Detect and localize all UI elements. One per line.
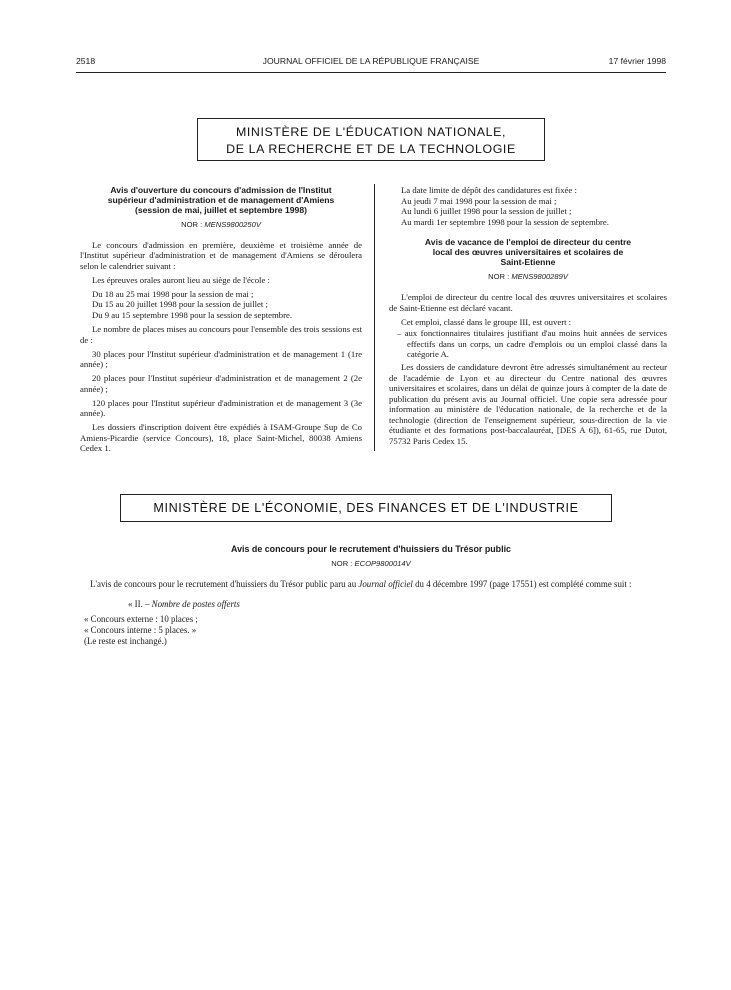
nor-label: NOR : (488, 272, 510, 282)
nor-label: NOR : (331, 559, 353, 568)
avis-crous-title-line1: Avis de vacance de l'emploi de directeur du centre (424, 237, 632, 248)
header-rule (76, 72, 666, 73)
deadline-line: Au mardi 1er septembre 1998 pour la session de septembre. (401, 216, 609, 227)
date-line: Du 15 au 20 juillet 1998 pour la session de juillet ; (92, 299, 268, 310)
paragraph-text: du 4 décembre 1997 (page 17551) est complété comme suit : (412, 578, 632, 589)
avis-crous-nor (389, 272, 667, 283)
column-divider (374, 184, 375, 451)
date-line: Du 18 au 25 mai 1998 pour la session de mai ; (92, 288, 254, 299)
paragraph: Les dossiers de candidature devront être adressés simultanément au recteur de l'académie de Lyon et au directeur du Centre national des œuvres universitaires et scolaires, dans un délai de quinze jours à compter de la date de publication du présent avis au Journal officiel. Une copie sera adressée pour information au ministère de l'éducation nationale, de la recherche et de la technologie (direction de l'enseignement supérieur, sous-direction de la vie étudiante et des formations post-baccalauréat, [DES A 6]), 61-65, rue Dutot, 75732 Paris Cedex 15. (389, 361, 667, 447)
avis-huissiers-nor (76, 559, 666, 570)
amended-heading (76, 599, 666, 610)
nor-code: ECOP9800014V (354, 559, 411, 568)
paragraph (76, 579, 666, 590)
paragraph: Les épreuves orales auront lieu au siège de l'école : (92, 274, 270, 285)
nor-code: MENS9800289V (511, 272, 568, 282)
journal-title: JOURNAL OFFICIEL DE LA RÉPUBLIQUE FRANÇAISE (262, 56, 480, 66)
ministry-economy-heading (120, 494, 612, 522)
avis-isam-title-line2: supérieur d'administration et de management d'Amiens (107, 195, 335, 205)
ministry-education-heading (197, 118, 545, 161)
paragraph: Le concours d'admission en première, deuxième et troisième année de l'Institut supérieur d'administration et de management d'Amiens se déroulera selon le calendrier suivant : (80, 239, 362, 271)
ministry-education-line2: DE LA RECHERCHE ET DE LA TECHNOLOGIE (226, 141, 516, 156)
quote-line: « Concours externe : 10 places ; (84, 614, 198, 625)
date-line: Du 9 au 15 septembre 1998 pour la session de septembre. (92, 309, 293, 320)
paragraph: L'emploi de directeur du centre local des œuvres universitaires et scolaires de Saint-Etienne est déclaré vacant. (389, 291, 667, 313)
paragraph: 120 places pour l'Institut supérieur d'administration et de management 3 (3e année). (80, 397, 362, 419)
quote-line: (Le reste est inchangé.) (84, 635, 167, 646)
ministry-education-line1: MINISTÈRE DE L'ÉDUCATION NATIONALE, (235, 125, 507, 139)
avis-huissiers (76, 544, 666, 647)
journal-reference: Journal officiel (358, 578, 413, 589)
avis-isam-title-line3: (session de mai, juillet et septembre 1998) (135, 205, 307, 215)
avis-isam-title (80, 185, 362, 215)
right-column (389, 185, 667, 450)
nor-label: NOR : (181, 220, 203, 229)
paragraph: 30 places pour l'Institut supérieur d'administration et de management 1 (1re année) ; (80, 348, 362, 370)
amended-heading-number: « II. – (128, 598, 152, 609)
paragraph: Les dossiers d'inscription doivent être expédiés à ISAM-Groupe Sup de Co Amiens-Picardie (service Concours), 18, place Saint-Michel, 80038 Amiens Cedex 1. (80, 422, 362, 454)
paragraph: Cet emploi, classé dans le groupe III, est ouvert : (401, 316, 572, 327)
avis-crous-title-line2: local des œuvres universitaires et scolaires de (432, 247, 624, 258)
avis-isam-amiens (80, 185, 362, 457)
deadline-line: Au jeudi 7 mai 1998 pour la session de mai ; (401, 195, 557, 206)
paragraph-text: L'avis de concours pour le recrutement d'huissiers du Trésor public paru au (90, 578, 359, 589)
issue-date: 17 février 1998 (608, 56, 666, 66)
avis-isam-nor (80, 220, 362, 231)
quote-line: « Concours interne : 5 places. » (84, 625, 197, 636)
list-item: – aux fonctionnaires titulaires justifiant d'au moins huit années de services effectifs dans un corps, un cadre d'emplois ou un emploi classé dans la catégorie A. (397, 328, 667, 360)
avis-huissiers-title: Avis de concours pour le recrutement d'huissiers du Trésor public (231, 544, 511, 554)
avis-crous-title-line3: Saint-Etienne (500, 257, 556, 268)
avis-crous-title (389, 237, 667, 267)
nor-code: MENS9800250V (204, 220, 261, 229)
ministry-economy-line1: MINISTÈRE DE L'ÉCONOMIE, DES FINANCES ET DE L'INDUSTRIE (153, 501, 579, 515)
page-header (76, 56, 666, 70)
paragraph: 20 places pour l'Institut supérieur d'administration et de management 2 (2e année) ; (80, 373, 362, 394)
avis-isam-title-line1: Avis d'ouverture du concours d'admission de l'Institut (110, 185, 332, 195)
deadline-line: Au lundi 6 juillet 1998 pour la session de juillet ; (401, 206, 572, 217)
amended-heading-text: Nombre de postes offerts (151, 598, 240, 609)
deadline-line: La date limite de dépôt des candidatures est fixée : (401, 185, 577, 195)
paragraph: Le nombre de places mises au concours pour l'ensemble des trois sessions est de : (80, 323, 362, 345)
page-number: 2518 (76, 56, 96, 66)
